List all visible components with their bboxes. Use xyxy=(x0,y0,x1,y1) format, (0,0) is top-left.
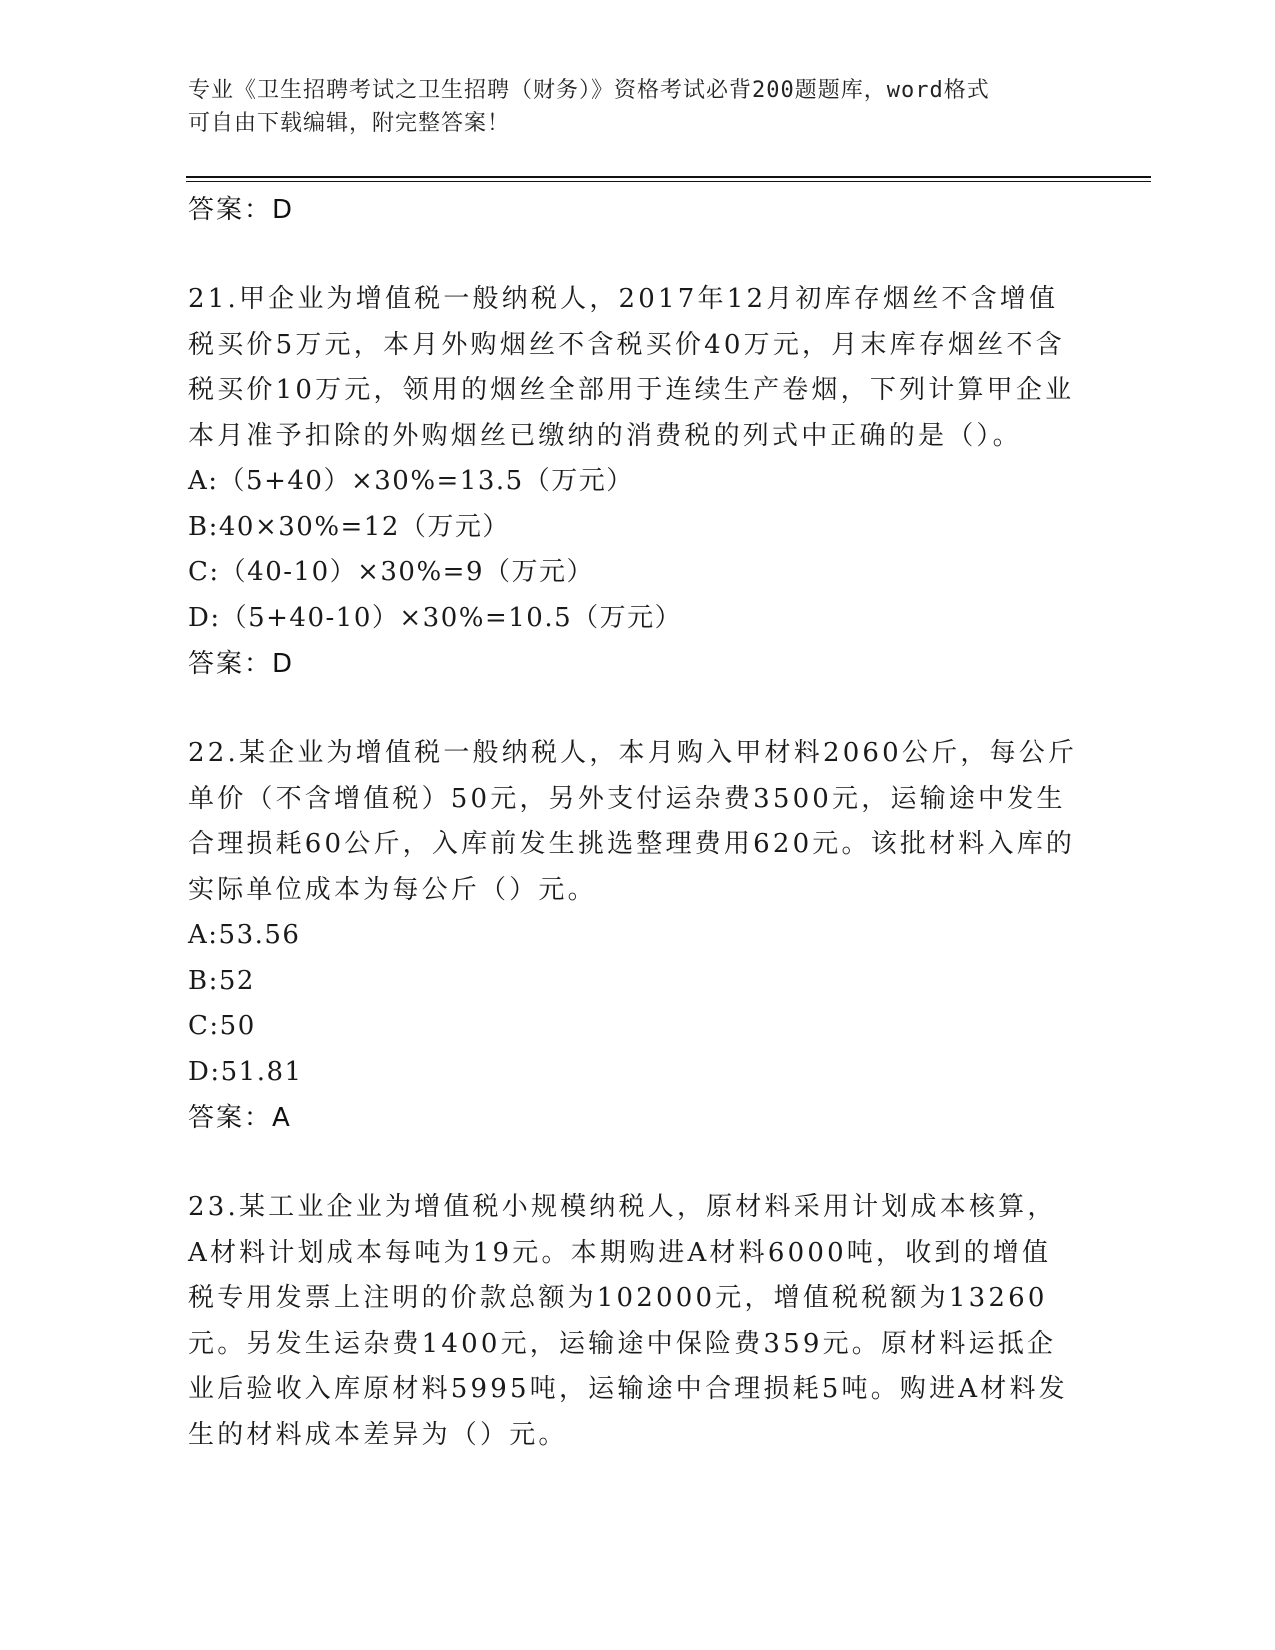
question-stem: 21.甲企业为增值税一般纳税人，2017年12月初库存烟丝不含增值税买价5万元，本月外购烟丝不含税买价40万元，月末库存烟丝不含税买价10万元，领用的烟丝全部用于连续生产卷烟，下列计算甲企业本月准予扣除的外购烟丝已缴纳的消费税的列式中正确的是（）。 xyxy=(188,284,1075,451)
document-header xyxy=(188,74,1068,140)
option-a: A:（5+40）×30%=13.5（万元） xyxy=(188,466,634,496)
question-21 xyxy=(188,277,1078,687)
option-b: B:52 xyxy=(188,965,255,996)
option-d: D:51.81 xyxy=(188,1056,303,1087)
answer-line: 答案：D xyxy=(188,649,295,679)
previous-answer: 答案：D xyxy=(188,195,295,225)
option-a: A:53.56 xyxy=(188,920,301,950)
option-b: B:40×30%=12（万元） xyxy=(188,511,510,542)
answer-line: 答案：A xyxy=(188,1103,292,1133)
question-list xyxy=(188,187,1078,1458)
option-d: D:（5+40-10）×30%=10.5（万元） xyxy=(188,602,683,633)
header-line-1: 专业《卫生招聘考试之卫生招聘（财务）》资格考试必背200题题库，word格式 xyxy=(188,78,990,103)
question-stem: 23.某工业企业为增值税小规模纳税人，原材料采用计划成本核算，A材料计划成本每吨为19元。本期购进A材料6000吨，收到的增值税专用发票上注明的价款总额为102000元，增值税税额为13260元。另发生运杂费1400元，运输途中保险费359元。原材料运抵企业后验收入库原材料5995吨，运输途中合理损耗5吨。购进A材料发生的材料成本差异为（）元。 xyxy=(188,1192,1068,1450)
question-23 xyxy=(188,1185,1078,1458)
header-divider-thin xyxy=(186,181,1151,182)
question-stem: 22.某企业为增值税一般纳税人，本月购入甲材料2060公斤，每公斤单价（不含增值税）50元，另外支付运杂费3500元，运输途中发生合理损耗60公斤，入库前发生挑选整理费用620元。该批材料入库的实际单位成本为每公斤（）元。 xyxy=(188,738,1078,905)
header-divider xyxy=(186,176,1151,178)
option-c: C:50 xyxy=(188,1011,256,1041)
header-line-2: 可自由下载编辑，附完整答案！ xyxy=(188,111,511,136)
option-c: C:（40-10）×30%=9（万元） xyxy=(188,557,595,587)
question-22 xyxy=(188,731,1078,1141)
